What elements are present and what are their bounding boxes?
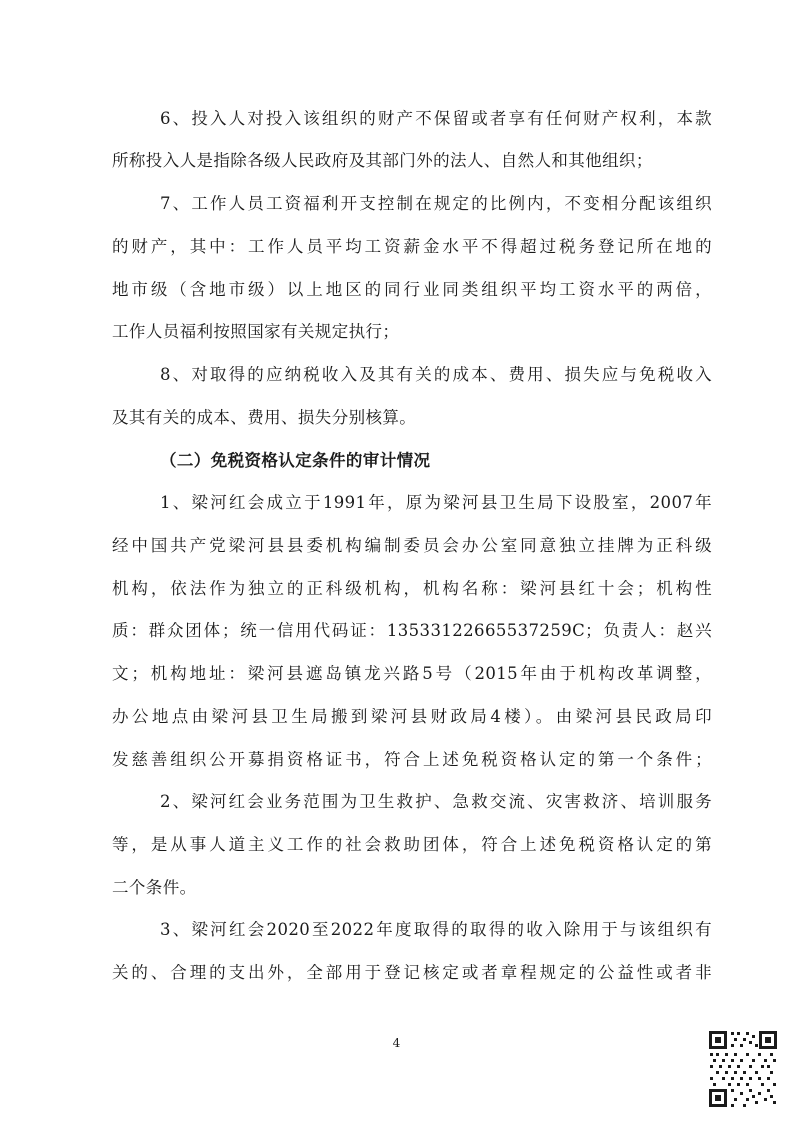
paragraph-7-line-3: 地市级（含地市级）以上地区的同行业同类组织平均工资水平的两倍， [112, 280, 712, 299]
section-heading: （二）免税资格认定条件的审计情况 [160, 451, 431, 470]
paragraph-a1-line-5: 文；机构地址：梁河县遮岛镇龙兴路5号（2015年由于机构改革调整， [112, 664, 712, 683]
paragraph-a1-line-3: 机构，依法作为独立的正科级机构，机构名称：梁河县红十会；机构性 [112, 579, 712, 598]
paragraph-a2-line-3: 二个条件。 [112, 878, 197, 897]
qr-code-icon [707, 1029, 779, 1109]
paragraph-a3-line-2: 关的、合理的支出外，全部用于登记核定或者章程规定的公益性或者非 [112, 963, 712, 982]
paragraph-8-line-1: 8、对取得的应纳税收入及其有关的成本、费用、损失应与免税收入 [160, 365, 712, 384]
page-number: 4 [392, 1036, 401, 1050]
paragraph-a1-line-1: 1、梁河红会成立于1991年，原为梁河县卫生局下设股室，2007年 [160, 493, 712, 512]
paragraph-a1-line-4: 质：群众团体；统一信用代码证：13533122665537259C；负责人：赵兴 [112, 621, 712, 640]
paragraph-a2-line-1: 2、梁河红会业务范围为卫生救护、急救交流、灾害救济、培训服务 [160, 792, 712, 811]
paragraph-7-line-2: 的财产，其中：工作人员平均工资薪金水平不得超过税务登记所在地的 [112, 237, 712, 256]
paragraph-a3-line-1: 3、梁河红会2020至2022年度取得的取得的收入除用于与该组织有 [160, 920, 712, 939]
paragraph-7-line-4: 工作人员福利按照国家有关规定执行； [112, 322, 400, 341]
paragraph-a1-line-6: 办公地点由梁河县卫生局搬到梁河县财政局4楼）。由梁河县民政局印 [112, 707, 712, 726]
paragraph-a1-line-7: 发慈善组织公开募捐资格证书，符合上述免税资格认定的第一个条件； [112, 750, 712, 769]
paragraph-a2-line-2: 等，是从事人道主义工作的社会救助团体，符合上述免税资格认定的第 [112, 835, 712, 854]
paragraph-7-line-1: 7、工作人员工资福利开支控制在规定的比例内，不变相分配该组织 [160, 194, 712, 213]
paragraph-6-line-2: 所称投入人是指除各级人民政府及其部门外的法人、自然人和其他组织； [112, 151, 653, 170]
paragraph-6-line-1: 6、投入人对投入该组织的财产不保留或者享有任何财产权利，本款 [160, 109, 712, 128]
paragraph-8-line-2: 及其有关的成本、费用、损失分别核算。 [112, 408, 417, 427]
paragraph-a1-line-2: 经中国共产党梁河县县委机构编制委员会办公室同意独立挂牌为正科级 [112, 536, 712, 555]
